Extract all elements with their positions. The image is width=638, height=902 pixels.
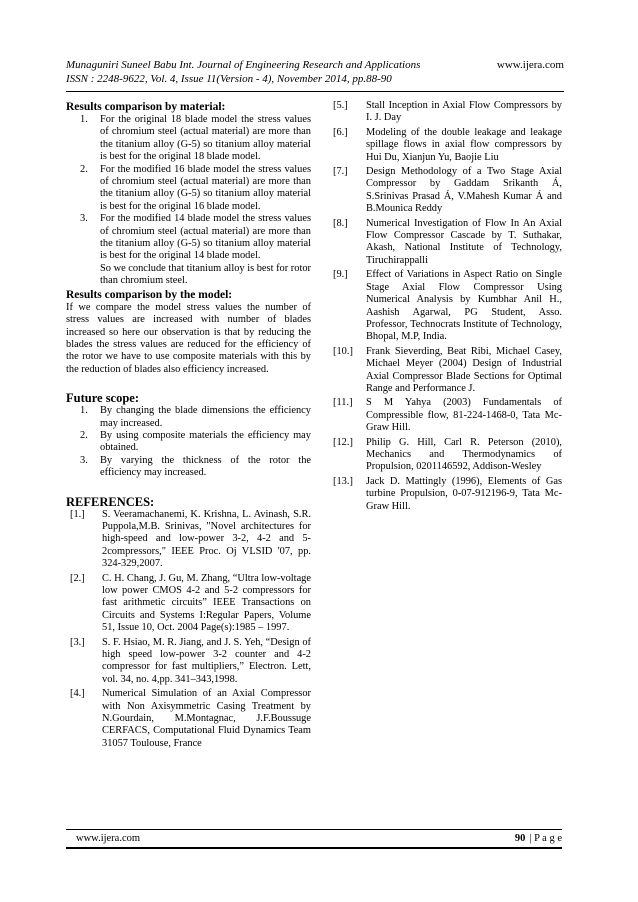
reference-item: [2.] C. H. Chang, J. Gu, M. Zhang, “Ultra low-voltage low power CMOS 4-2 and 5-2 compressors for fast arithmetic circuits” IEEE Transactions on Circuits and Systems I:Regular Papers, Volume 51, Issue 10, Oct. 2004 Page(s):1985 – 1997. xyxy=(70,572,311,634)
reference-item: [7.] Design Methodology of a Two Stage Axial Compressor by Gaddam Srikanth Á, S.Srinivas Prasad Á, V.Mahesh Kumar Á and B.Mounica Reddy xyxy=(333,166,562,215)
reference-item: [13.] Jack D. Mattingly (1996), Elements of Gas turbine Propulsion, 0-07-912196-9, Tata Mc-Graw Hill. xyxy=(333,475,562,512)
footer-website[interactable]: www.ijera.com xyxy=(76,833,141,844)
list-item: 1. By changing the blade dimensions the efficiency may increased. xyxy=(80,405,311,429)
reference-item: [9.] Effect of Variations in Aspect Ratio on Single Stage Axial Flow Compressor Using Numerical Analysis by Kumbhar Anil H., Aashish Agarwal, PG Student, Asso. Professor, Technocrats Institute of Technology, Bhopal, M.P, India. xyxy=(333,269,562,343)
reference-item: [11.] S M Yahya (2003) Fundamentals of Compressible flow, 81-224-1468-0, Tata Mc-Graw Hill. xyxy=(333,397,562,434)
list-item: 1. For the original 18 blade model the stress values of chromium steel (actual material) are more than the titanium alloy (G-5) so titanium alloy material is best for the original 18 blade model. xyxy=(80,114,311,163)
list-item: 3. By varying the thickness of the rotor the efficiency may increased. xyxy=(80,454,311,479)
model-section-title: Results comparison by the model: xyxy=(66,288,233,301)
header-rule xyxy=(66,91,564,92)
material-list xyxy=(66,114,311,288)
material-conclusion: So we conclude that titanium alloy is best for rotor than chromium steel. xyxy=(100,262,311,287)
reference-item: [12.] Philip G. Hill, Carl R. Peterson (2010), Mechanics and Thermodynamics of Propulsion, 0201146592, Addison-Wesley xyxy=(333,436,562,473)
page-header xyxy=(66,58,564,86)
reference-item: [8.] Numerical Investigation of Flow In An Axial Flow Compressor Cascade by T. Suthakar, Akash, National Institute of Technology, Tiruchirappalli xyxy=(333,217,562,266)
future-section-title: Future scope: xyxy=(66,391,140,406)
list-item: 2. By using composite materials the efficiency may obtained. xyxy=(80,429,311,454)
list-item: 3. For the modified 14 blade model the stress values of chromium steel (actual material) are more than the titanium alloy (G-5) so titanium alloy material is best for the original 14 blade model. So we conclude that titanium alloy is best for rotor than chromium steel. xyxy=(80,213,311,287)
reference-item: [10.] Frank Sieverding, Beat Ribi, Michael Casey, Michael Meyer (2004) Design of Industrial Axial Compressor Blade Sections for Optimal Range and Performance J. xyxy=(333,345,562,394)
reference-item: [6.] Modeling of the double leakage and leakage spillage flows in axial flow compressors by Hui Du, Xianjun Yu, Baojie Liu xyxy=(333,126,562,163)
references-list-left xyxy=(66,509,311,751)
issn-line: ISSN : 2248-9622, Vol. 4, Issue 11(Version - 4), November 2014, pp.88-90 xyxy=(66,73,392,85)
list-item: 2. For the modified 16 blade model the stress values of chromium steel (actual material) are more than the titanium alloy (G-5) so titanium alloy material is best for the original 16 blade model. xyxy=(80,163,311,212)
journal-title: Munaguniri Suneel Babu Int. Journal of Engineering Research and Applications xyxy=(66,59,421,71)
future-list xyxy=(66,405,311,479)
model-paragraph: If we compare the model stress values the number of stress values are increased with number of blades increased so here our observation is that by reducing the blades the stress values are reduced for the efficiency of the rotor we have to use composite materials with this by the reduction of blades also efficiency increased. xyxy=(66,301,311,375)
header-website[interactable]: www.ijera.com xyxy=(496,59,564,71)
page-number: 90 | P a g e xyxy=(514,833,562,844)
material-section-title: Results comparison by material: xyxy=(66,101,226,113)
right-column xyxy=(333,100,562,515)
references-list-right xyxy=(333,100,562,513)
reference-item: [5.] Stall Inception in Axial Flow Compressors by I. J. Day xyxy=(333,100,562,124)
left-column xyxy=(66,100,311,752)
reference-item: [4.] Numerical Simulation of an Axial Compressor with Non Axisymmetric Casing Treatment by N.Gourdain, M.Montagnac, J.F.Boussuge CERFACS, Computational Fluid Dynamics Team 31057 Toulouse, France xyxy=(70,688,311,749)
references-title: REFERENCES: xyxy=(66,494,155,509)
page-footer xyxy=(66,829,562,849)
reference-item: [3.] S. F. Hsiao, M. R. Jiang, and J. S. Yeh, “Design of high speed low-power 3-2 counter and 4-2 compressor for fast multipliers,” Electron. Lett, vol. 34, no. 4,pp. 341–343,1998. xyxy=(70,636,311,685)
reference-item: [1.] S. Veeramachanemi, K. Krishna, L. Avinash, S.R. Puppola,M.B. Srinivas, "Novel architectures for high-speed and low-power 3-2, 4-2 and 5-2compressors," IEEE Proc. Oj VLSID '07, pp. 324-329,2007. xyxy=(70,508,311,570)
